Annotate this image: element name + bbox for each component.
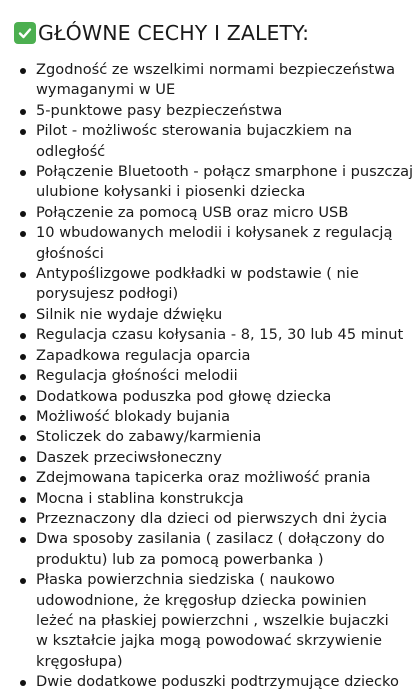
feature-item (0, 162, 420, 203)
feature-item (0, 448, 420, 468)
bullet-dot-icon (20, 395, 26, 401)
feature-text-line: Możliwość blokady bujania (36, 407, 231, 425)
feature-text-line: Zdejmowana tapicerka oraz możliwość prania (36, 469, 371, 487)
feature-text-line: leżeć na płaskiej powierzchni , wszelkie bujaczki (36, 611, 389, 629)
feature-item (0, 346, 420, 366)
feature-item (0, 305, 420, 325)
features-list (0, 60, 420, 693)
feature-text-line: Silnik nie wydaje dźwięku (36, 305, 223, 323)
feature-text-line: Mocna i stablina konstrukcja (36, 489, 244, 507)
feature-text-line: Dodatkowa poduszka pod głowę dziecka (36, 387, 332, 405)
bullet-dot-icon (20, 374, 26, 380)
bullet-dot-icon (20, 680, 26, 686)
feature-text-line: kręgosłupa) (36, 652, 123, 670)
bullet-dot-icon (20, 354, 26, 360)
feature-text-line: Połączenie Bluetooth - połącz smarphone i puszczaj (36, 163, 414, 181)
bullet-dot-icon (20, 170, 26, 176)
feature-item (0, 203, 420, 223)
feature-text-line: Przeznaczony dla dzieci od pierwszych dni życia (36, 509, 388, 527)
feature-text-line: Pilot - możliwośc sterowania bujaczkiem na (36, 122, 353, 140)
bullet-dot-icon (20, 231, 26, 237)
bullet-dot-icon (20, 578, 26, 584)
feature-item (0, 387, 420, 407)
feature-item (0, 121, 420, 162)
feature-item (0, 264, 420, 305)
feature-item (0, 366, 420, 386)
feature-item (0, 509, 420, 529)
bullet-dot-icon (20, 537, 26, 543)
feature-item (0, 489, 420, 509)
feature-text-line: Dwie dodatkowe poduszki podtrzymujące dziecko (36, 673, 399, 691)
feature-text-line: Antypoślizgowe podkładki w podstawie ( nie (36, 265, 359, 283)
bullet-dot-icon (20, 272, 26, 278)
feature-text-line: głośności (36, 244, 104, 262)
bullet-dot-icon (20, 415, 26, 421)
bullet-dot-icon (20, 435, 26, 441)
feature-text-line: porysujesz podłogi) (36, 285, 179, 303)
bullet-dot-icon (20, 313, 26, 319)
feature-text-line: Połączenie za pomocą USB oraz micro USB (36, 203, 349, 221)
bullet-dot-icon (20, 68, 26, 74)
features-heading-text: GŁÓWNE CECHY I ZALETY: (38, 21, 310, 45)
bullet-dot-icon (20, 456, 26, 462)
feature-text-line: ulubione kołysanki i piosenki dziecka (36, 183, 306, 201)
feature-item (0, 570, 420, 672)
feature-text-line: Płaska powierzchnia siedziska ( naukowo (36, 571, 335, 589)
feature-text-line: odległość (36, 142, 106, 160)
feature-text-line: Regulacja czasu kołysania - 8, 15, 30 lub 45 minut (36, 326, 404, 344)
feature-text-line: 5-punktowe pasy bezpieczeństwa (36, 101, 283, 119)
feature-text-line: Zapadkowa regulacja oparcia (36, 346, 251, 364)
feature-item (0, 529, 420, 570)
bullet-dot-icon (20, 333, 26, 339)
check-mark-icon (14, 22, 36, 44)
bullet-dot-icon (20, 211, 26, 217)
features-heading (14, 18, 414, 48)
feature-text-line: produktu) lub za pomocą powerbanka ) (36, 550, 324, 568)
feature-item (0, 427, 420, 447)
bullet-dot-icon (20, 476, 26, 482)
feature-text-line: Daszek przeciwsłoneczny (36, 448, 222, 466)
bullet-dot-icon (20, 517, 26, 523)
feature-text-line: w kształcie jajka mogą powodować skrzywienie (36, 632, 383, 650)
feature-item (0, 101, 420, 121)
feature-text-line: udowodnione, że kręgosłup dziecka powinien (36, 591, 367, 609)
feature-text-line: Zgodność ze wszelkimi normami bezpieczeństwa (36, 61, 396, 78)
feature-item (0, 407, 420, 427)
feature-item (0, 325, 420, 345)
feature-item (0, 468, 420, 488)
feature-text-line: Stoliczek do zabawy/karmienia (36, 428, 262, 446)
feature-item (0, 60, 420, 101)
feature-text-line: 10 wbudowanych melodii i kołysanek z regulacją (36, 224, 393, 242)
feature-item (0, 223, 420, 264)
bullet-dot-icon (20, 497, 26, 503)
feature-item (0, 672, 420, 692)
feature-text-line: Regulacja głośności melodii (36, 367, 238, 385)
bullet-dot-icon (20, 109, 26, 115)
bullet-dot-icon (20, 129, 26, 135)
feature-text-line: wymaganymi w UE (36, 81, 176, 99)
feature-text-line: Dwa sposoby zasilania ( zasilacz ( dołączony do (36, 530, 385, 548)
